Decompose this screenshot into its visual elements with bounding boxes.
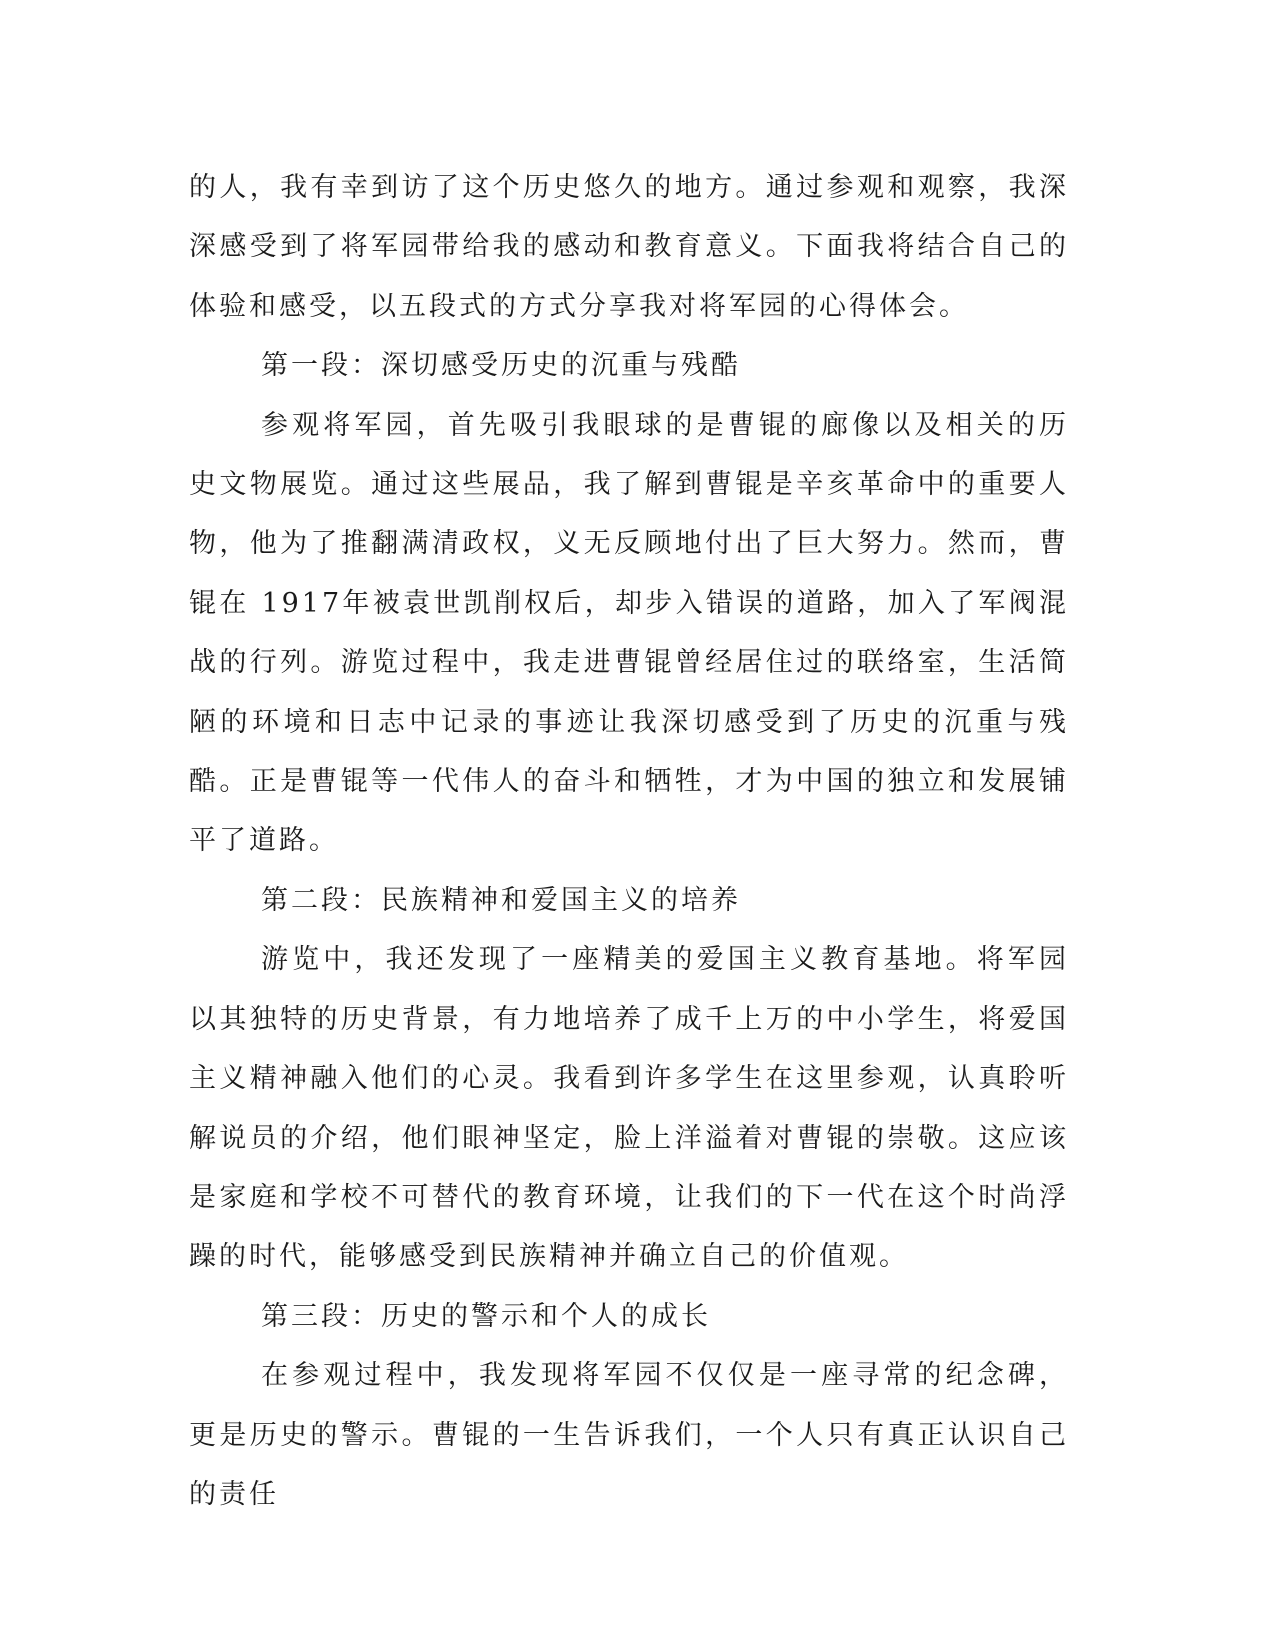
section-body-1: 参观将军园，首先吸引我眼球的是曹锟的廊像以及相关的历史文物展览。通过这些展品，我了解到曹锟是辛亥革命中的重要人物，他为了推翻满清政权，义无反顾地付出了巨大努力。然而，曹锟在 1917年被袁世凯削权后，却步入错误的道路，加入了军阀混战的行列。游览过程中，我走进曹锟曾经居住过的联络室，生活简陋的环境和日志中记录的事迹让我深切感受到了历史的沉重与残酷。正是曹锟等一代伟人的奋斗和牺牲，才为中国的独立和发展铺平了道路。 — [189, 409, 1069, 857]
intro-paragraph: 的人，我有幸到访了这个历史悠久的地方。通过参观和观察，我深深感受到了将军园带给我的感动和教育意义。下面我将结合自己的体验和感受，以五段式的方式分享我对将军园的心得体会。 — [189, 172, 1069, 322]
section-body-2: 游览中，我还发现了一座精美的爱国主义教育基地。将军园以其独特的历史背景，有力地培养了成千上万的中小学生，将爱国主义精神融入他们的心灵。我看到许多学生在这里参观，认真聆听解说员的介绍，他们眼神坚定，脸上洋溢着对曹锟的崇敬。这应该是家庭和学校不可替代的教育环境，让我们的下一代在这个时尚浮躁的时代，能够感受到民族精神并确立自己的价值观。 — [189, 944, 1069, 1273]
section-heading-2: 第二段：民族精神和爱国主义的培养 — [261, 884, 741, 916]
section-body-3: 在参观过程中，我发现将军园不仅仅是一座寻常的纪念碑，更是历史的警示。曹锟的一生告诉我们，一个人只有真正认识自己的责任 — [189, 1360, 1069, 1510]
document-body — [189, 158, 1069, 1524]
section-heading-3: 第三段：历史的警示和个人的成长 — [261, 1300, 711, 1332]
section-heading-1: 第一段：深切感受历史的沉重与残酷 — [261, 350, 741, 382]
